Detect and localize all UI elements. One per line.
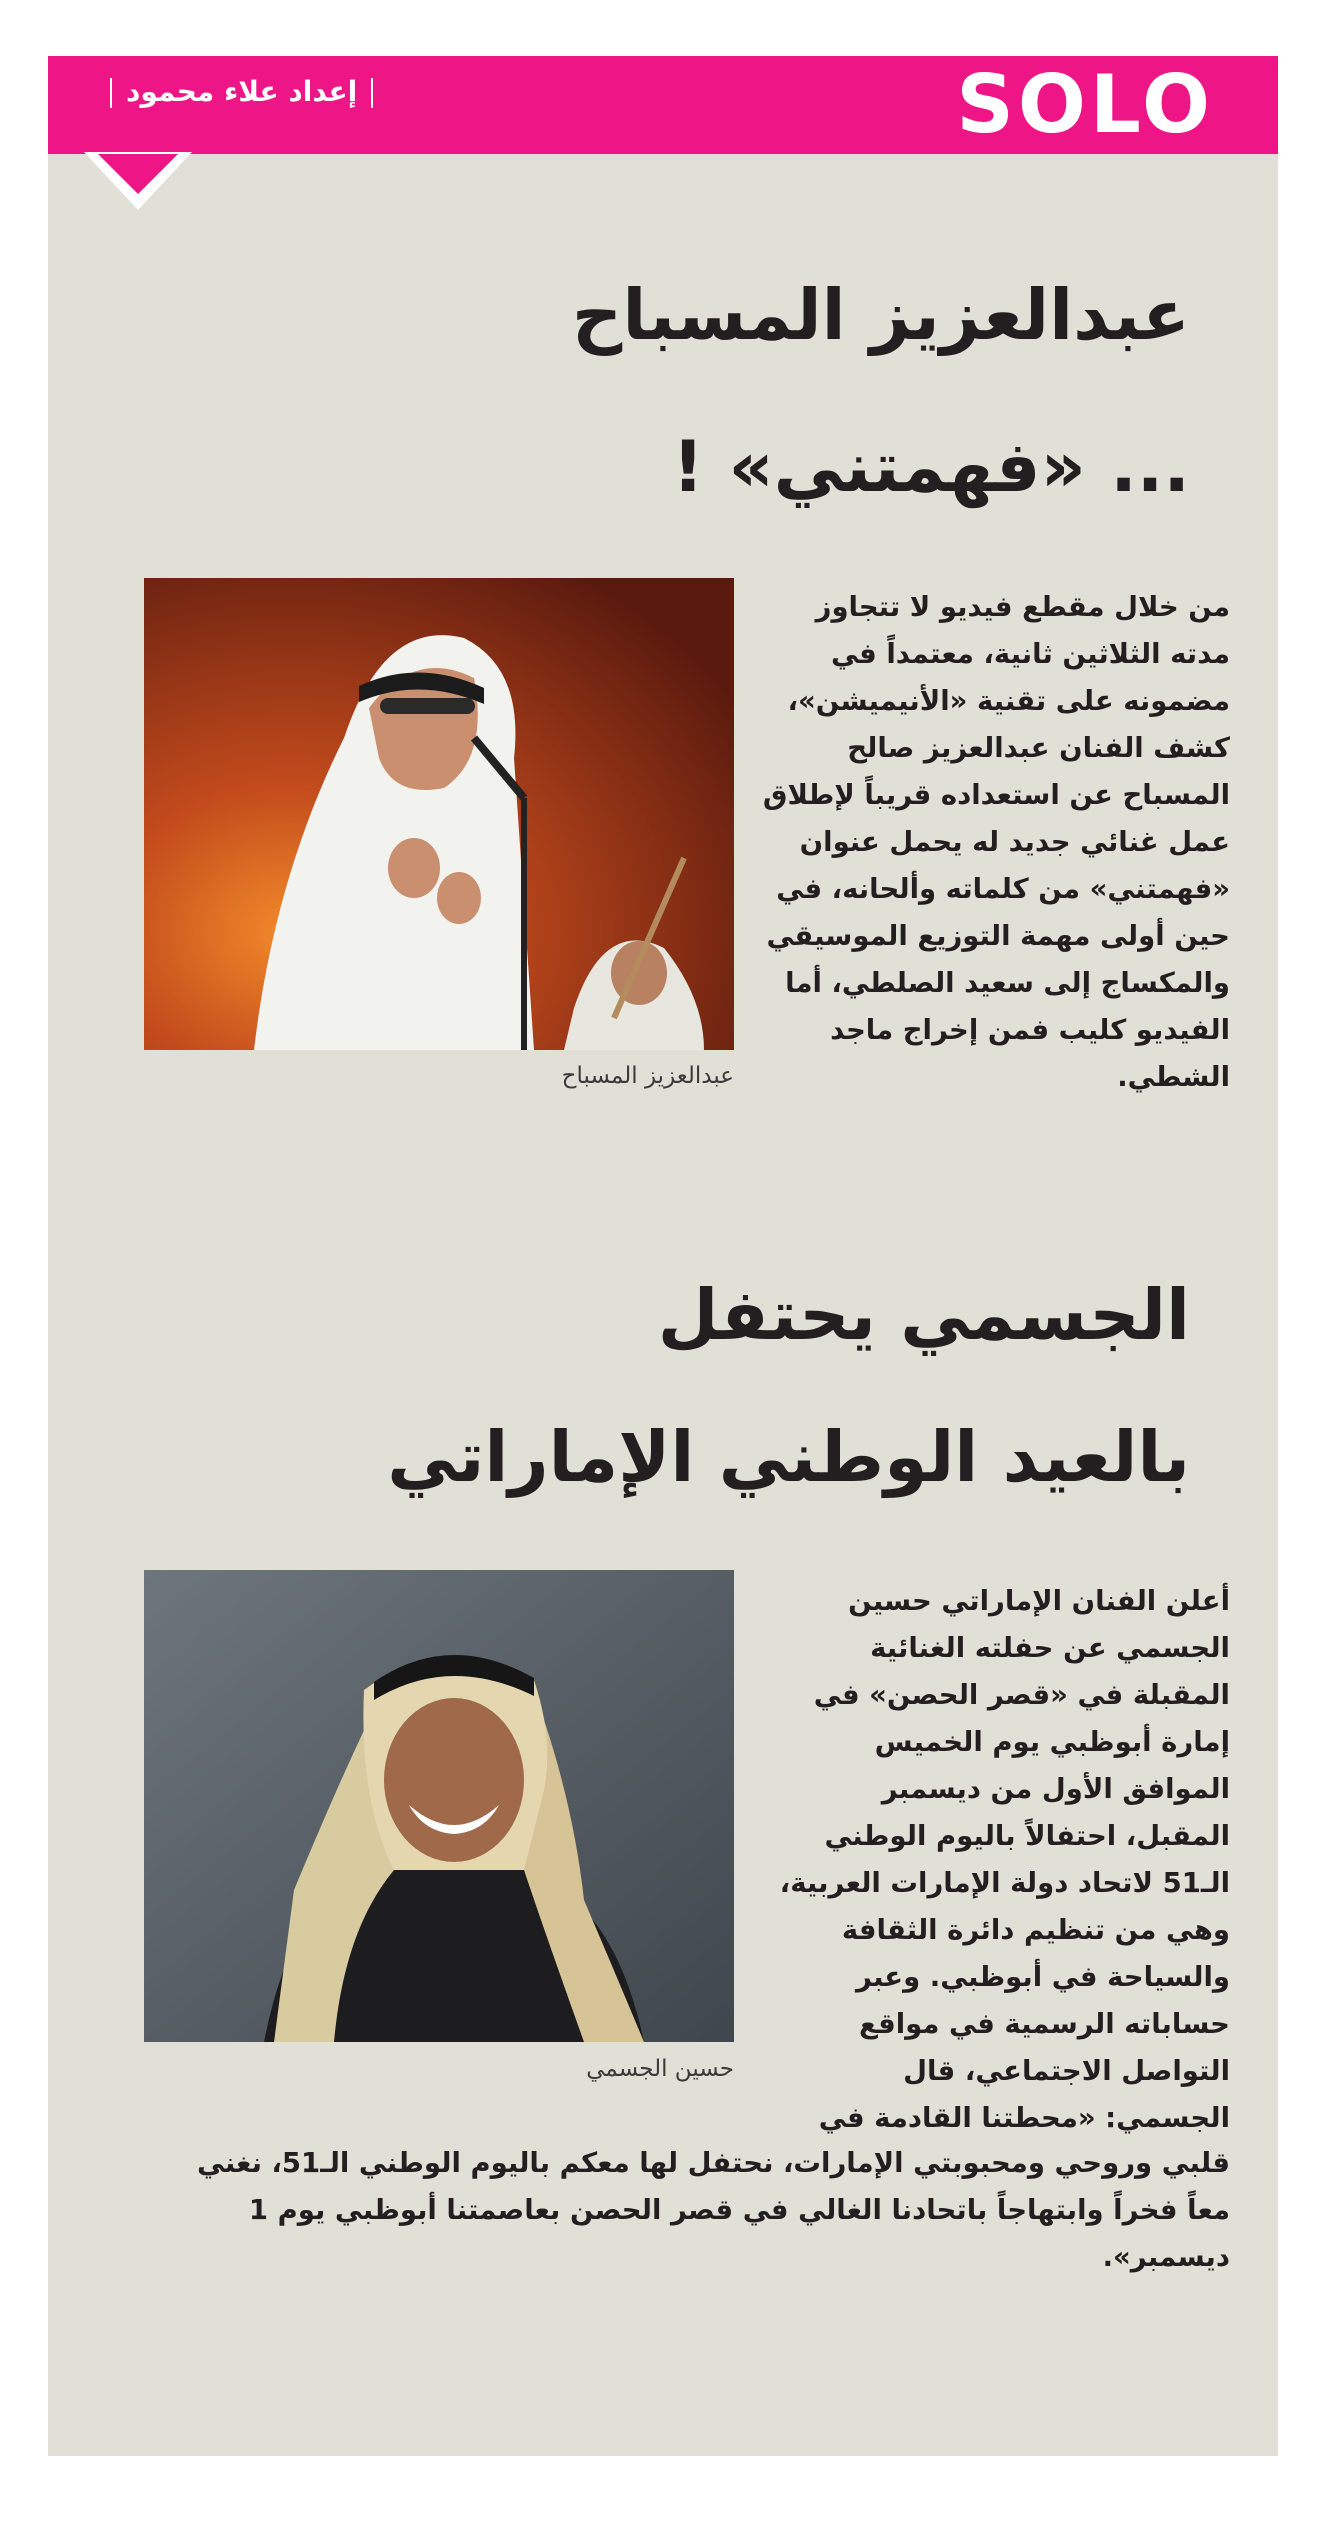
article2-headline-line1: الجسمي يحتفل (657, 1274, 1190, 1356)
byline-text: إعداد علاء محمود (126, 75, 358, 108)
article1-headline-line2: ... «فهمتني» ! (672, 426, 1190, 508)
singer-photo-icon (144, 578, 734, 1050)
article1-body: من خلال مقطع فيديو لا تتجاوز مدته الثلاثين ثانية، معتمداً في مضمونه على تقنية «الأنيميشن»، كشف الفنان عبدالعزيز صالح المسباح عن استعداده قريباً لإطلاق عمل غنائي جديد له يحمل عنوان «فهمتني» من كلماته وألحانه، في حين أولى مهمة التوزيع الموسيقي والمكساج إلى سعيد الصلطي، أما الفيديو كليب فمن إخراج ماجد الشطي. (762, 591, 1230, 1093)
article1-photo-caption: عبدالعزيز المسباح (561, 1063, 734, 1089)
article2-body-continued: قلبي وروحي ومحبوبتي الإمارات، نحتفل لها معكم باليوم الوطني الـ51، نغني معاً فخراً وابتهاجاً باتحادنا الغالي في قصر الحصن بعاصمتنا أبوظبي يوم 1 ديسمبر». (197, 2147, 1230, 2273)
article2-photo (144, 1570, 734, 2042)
article2-body-column: أعلن الفنان الإماراتي حسين الجسمي عن حفلته الغنائية المقبلة في «قصر الحصن» في إمارة أبوظبي يوم الخميس الموافق الأول من ديسمبر المقبل، احتفالاً باليوم الوطني الـ51 لاتحاد دولة الإمارات العربية، وهي من تنظيم دائرة الثقافة والسياحة في أبوظبي. وعبر حساباته الرسمية في مواقع التواصل الاجتماعي، قال الجسمي: «محطتنا القادمة في (779, 1585, 1230, 2134)
header-notch-fill (98, 154, 178, 194)
section-logo: SOLO (956, 58, 1214, 151)
byline-divider (371, 78, 373, 108)
article2-photo-caption: حسين الجسمي (586, 2056, 734, 2082)
byline-divider (110, 78, 112, 108)
article1-headline-line1: عبدالعزيز المسباح (571, 274, 1190, 356)
article1-photo (144, 578, 734, 1050)
article2-headline-line2: بالعيد الوطني الإماراتي (387, 1416, 1190, 1498)
byline (96, 70, 387, 114)
singer-portrait-photo-icon (144, 1570, 734, 2042)
